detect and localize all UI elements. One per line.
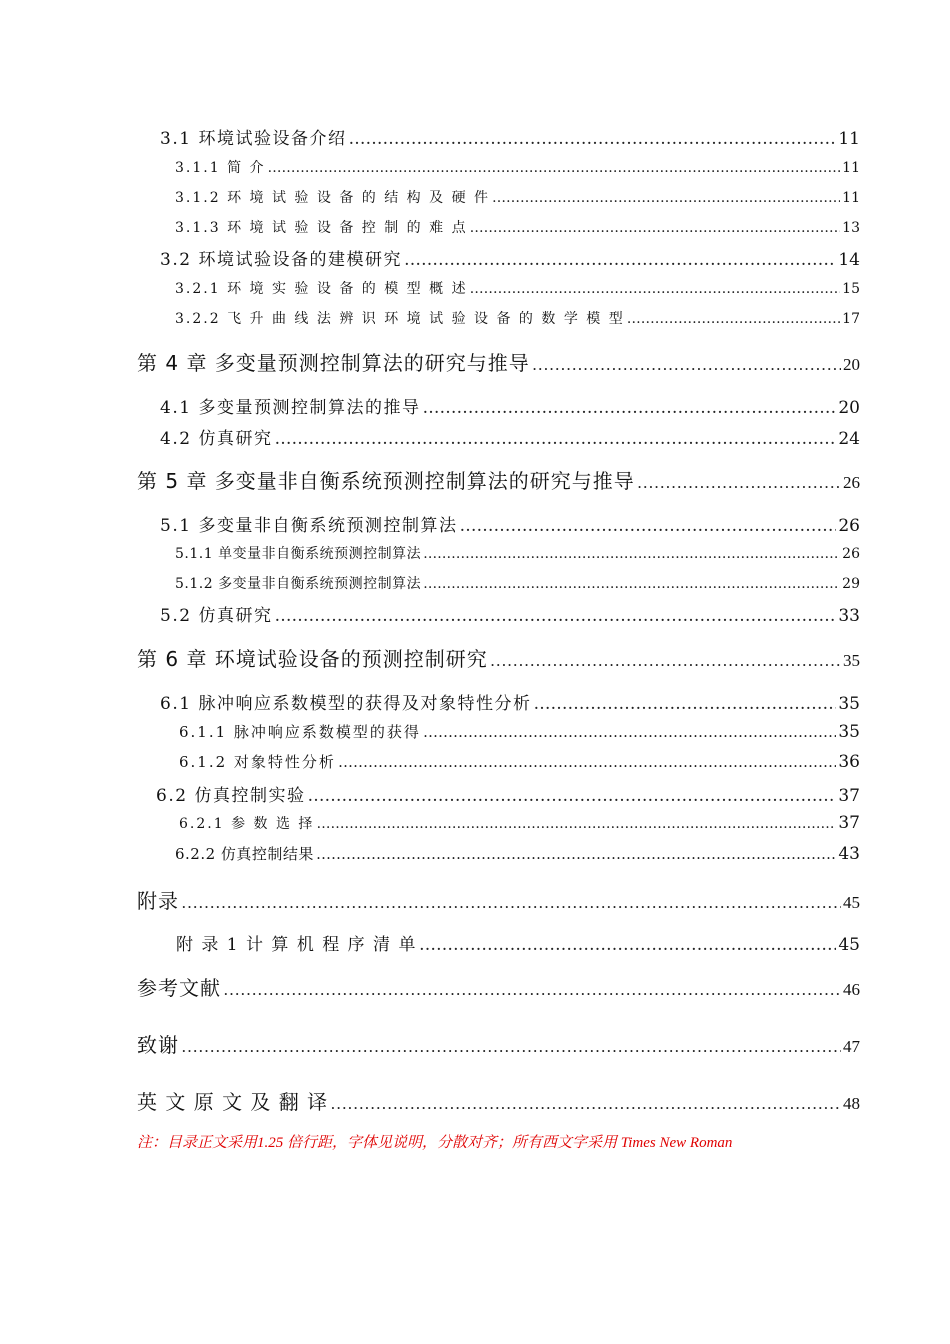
toc-label: 英 文 原 文 及 翻 译 (137, 1090, 329, 1114)
dot-leader (330, 1094, 841, 1114)
toc-label: 4.2 仿真研究 (160, 429, 273, 449)
dot-leader (338, 753, 836, 771)
toc-entry-4-1[interactable] (160, 393, 860, 418)
dot-leader (490, 651, 841, 671)
toc-label: 6.1 脉冲响应系数模型的获得及对象特性分析 (160, 694, 532, 714)
dot-leader (492, 190, 840, 206)
toc-label: 5.1.2 多变量非自衡系统预测控制算法 (175, 576, 422, 592)
dot-leader (533, 694, 836, 714)
toc-entry-5-2[interactable] (160, 601, 860, 626)
dot-leader (274, 429, 836, 449)
toc-label: 6.2 仿真控制实验 (156, 786, 306, 806)
dot-leader (223, 980, 841, 1000)
toc-label: 6.2.2 仿真控制结果 (175, 845, 314, 863)
toc-page-number: 11 (838, 129, 860, 149)
toc-entry-appendix-1[interactable] (176, 930, 860, 955)
toc-entry-6-1-2[interactable] (179, 751, 860, 772)
toc-entry-5-1-2[interactable] (175, 573, 860, 593)
toc-entry-6-1[interactable] (160, 689, 860, 714)
toc-page-number: 45 (843, 893, 860, 912)
toc-page-number: 14 (838, 250, 860, 270)
toc-entry-references[interactable] (137, 972, 860, 1001)
toc-page-number: 11 (842, 190, 860, 206)
toc-page-number: 35 (838, 694, 860, 714)
toc-label: 3.1.3 环 境 试 验 设 备 控 制 的 难 点 (175, 220, 468, 236)
dot-leader (181, 1037, 841, 1057)
toc-entry-5-1[interactable] (160, 511, 860, 536)
toc-entry-acknowledgements[interactable] (137, 1029, 860, 1058)
toc-label: 6.2.1 参 数 选 择 (179, 816, 315, 832)
toc-entry-6-2[interactable] (156, 781, 860, 806)
toc-page-number: 15 (842, 281, 860, 297)
dot-leader (422, 398, 836, 418)
toc-page-number: 37 (838, 813, 860, 833)
toc-label: 3.1.2 环 境 试 验 设 备 的 结 构 及 硬 件 (175, 190, 491, 206)
toc-label: 致谢 (137, 1033, 179, 1057)
toc-label: 参考文献 (137, 976, 221, 1000)
toc-page-number: 35 (843, 651, 860, 670)
toc-label: 附 录 1 计 算 机 程 序 清 单 (176, 935, 417, 955)
toc-label: 5.1.1 单变量非自衡系统预测控制算法 (175, 546, 422, 562)
toc-label: 第 4 章 多变量预测控制算法的研究与推导 (137, 351, 530, 375)
toc-label: 3.2.2 飞 升 曲 线 法 辨 识 环 境 试 验 设 备 的 数 学 模 型 (175, 311, 625, 327)
dot-leader (404, 250, 836, 270)
toc-page-number: 11 (842, 160, 860, 176)
toc-label: 3.1.1 简 介 (175, 160, 266, 176)
dot-leader (181, 893, 841, 913)
dot-leader (459, 516, 836, 536)
toc-page-number: 48 (843, 1094, 860, 1113)
toc-page-number: 29 (842, 576, 860, 592)
dot-leader (627, 311, 840, 327)
toc-entry-3-1-2[interactable] (175, 187, 860, 207)
toc-page-number: 33 (838, 606, 860, 626)
toc-page-number: 26 (838, 516, 860, 536)
dot-leader (348, 129, 836, 149)
toc-page-number: 26 (842, 546, 860, 562)
toc-entry-english-translation[interactable] (137, 1086, 860, 1115)
toc-page-number: 37 (838, 786, 860, 806)
toc-label: 5.1 多变量非自衡系统预测控制算法 (160, 516, 458, 536)
toc-page-number: 47 (843, 1037, 860, 1056)
toc-label: 6.1.2 对象特性分析 (179, 753, 336, 771)
formatting-note: 注：目录正文采用1.25 倍行距，字体见说明，分散对齐；所有西文字采用 Times New Roman (137, 1135, 733, 1151)
dot-leader (423, 723, 836, 741)
dot-leader (316, 816, 836, 832)
toc-label: 第 6 章 环境试验设备的预测控制研究 (137, 647, 488, 671)
toc-page-number: 13 (842, 220, 860, 236)
toc-entry-3-1-1[interactable] (175, 157, 860, 177)
dot-leader (274, 606, 836, 626)
toc-entry-chapter-6[interactable] (137, 643, 860, 672)
toc-entry-6-2-2[interactable] (175, 843, 860, 864)
toc-page-number: 46 (843, 980, 860, 999)
dot-leader (419, 935, 836, 955)
dot-leader (423, 576, 840, 592)
dot-leader (532, 355, 841, 375)
toc-page-number: 20 (843, 355, 860, 374)
toc-label: 4.1 多变量预测控制算法的推导 (160, 398, 421, 418)
toc-label: 5.2 仿真研究 (160, 606, 273, 626)
toc-label: 3.2 环境试验设备的建模研究 (160, 250, 402, 270)
toc-page-number: 26 (843, 473, 860, 492)
toc-label: 第 5 章 多变量非自衡系统预测控制算法的研究与推导 (137, 469, 635, 493)
toc-page-number: 36 (838, 752, 860, 772)
dot-leader (637, 473, 841, 493)
toc-entry-3-2[interactable] (160, 245, 860, 270)
toc-entry-appendix[interactable] (137, 885, 860, 914)
dot-leader (423, 546, 840, 562)
dot-leader (470, 281, 841, 297)
toc-label: 3.1 环境试验设备介绍 (160, 129, 347, 149)
toc-page-number: 43 (838, 844, 860, 864)
toc-label: 6.1.1 脉冲响应系数模型的获得 (179, 723, 421, 741)
toc-page-number: 17 (842, 311, 860, 327)
toc-entry-chapter-4[interactable] (137, 347, 860, 376)
dot-leader (470, 220, 841, 236)
toc-label: 附录 (137, 889, 179, 913)
dot-leader (268, 160, 841, 176)
toc-page-number: 35 (838, 722, 860, 742)
dot-leader (307, 786, 836, 806)
toc-label: 3.2.1 环 境 实 验 设 备 的 模 型 概 述 (175, 281, 468, 297)
toc-entry-3-2-1[interactable] (175, 278, 860, 298)
dot-leader (316, 845, 836, 863)
toc-page-number: 20 (838, 398, 860, 418)
toc-entry-4-2[interactable] (160, 424, 860, 449)
toc-entry-3-2-2[interactable] (175, 308, 860, 328)
toc-page-number: 24 (838, 429, 860, 449)
toc-entry-3-1[interactable] (160, 124, 860, 149)
toc-entry-6-2-1[interactable] (179, 813, 860, 833)
toc-entry-5-1-1[interactable] (175, 543, 860, 563)
toc-entry-chapter-5[interactable] (137, 465, 860, 494)
toc-entry-3-1-3[interactable] (175, 217, 860, 237)
toc-entry-6-1-1[interactable] (179, 721, 860, 742)
toc-page-number: 45 (838, 935, 860, 955)
